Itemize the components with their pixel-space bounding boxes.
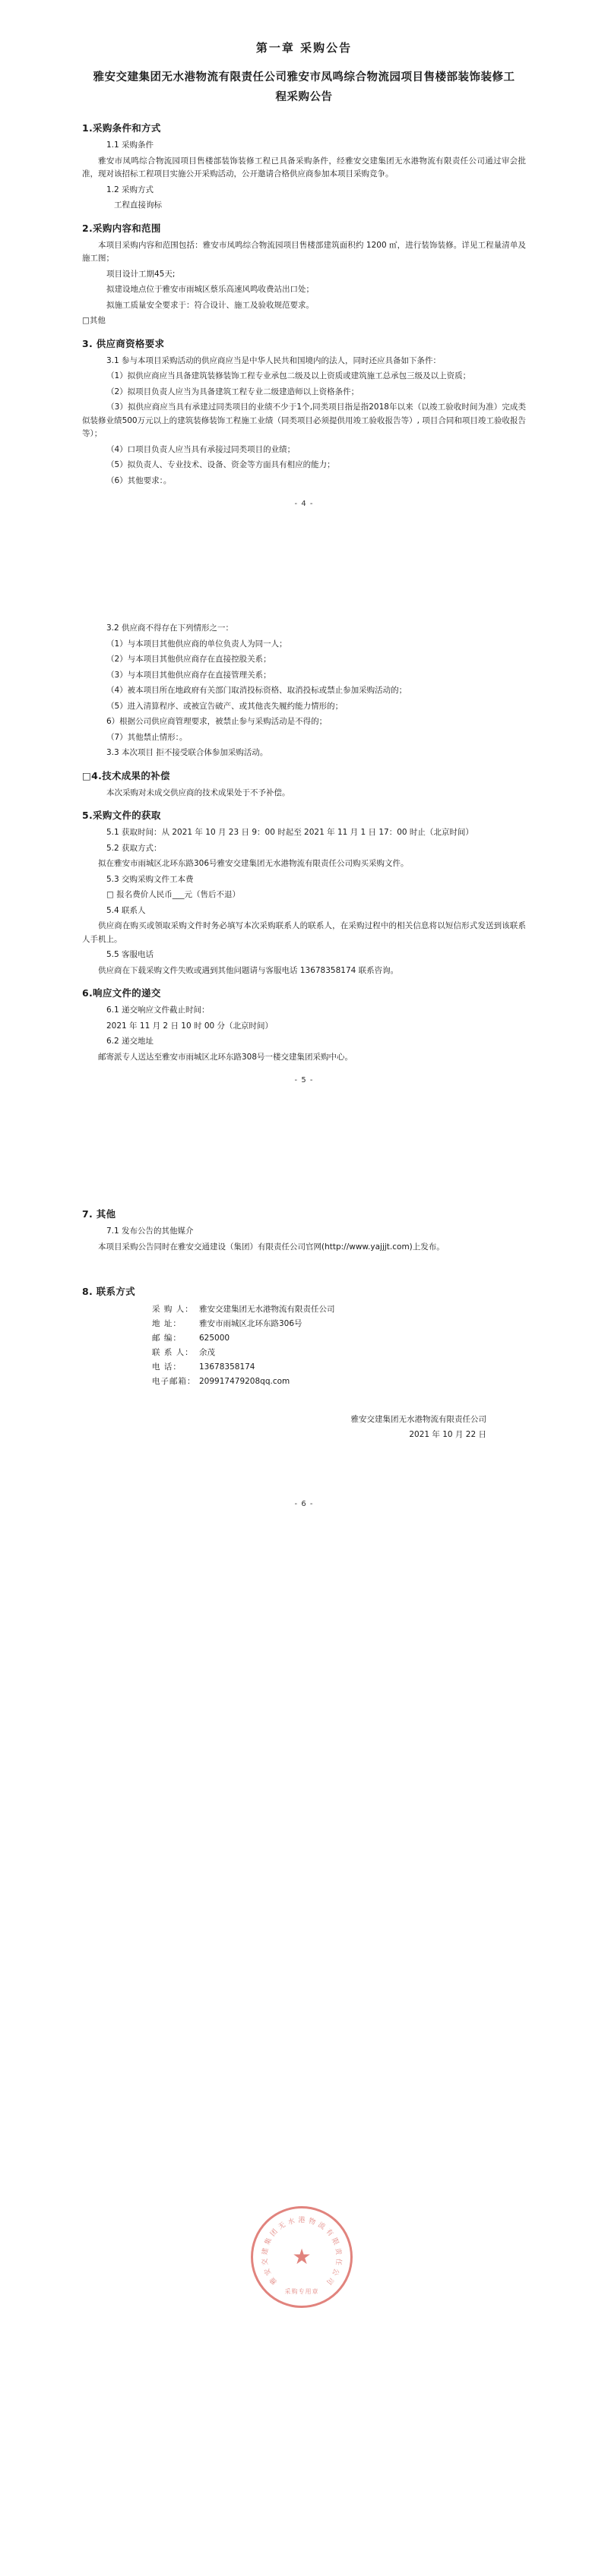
seal-char: 物: [307, 2217, 317, 2227]
section-heading-submission: 6.响应文件的递交: [82, 987, 161, 999]
text-line: 3.3 本次项目 拒不接受联合体参加采购活动。: [106, 748, 268, 757]
contact-row: [152, 1317, 526, 1331]
text-line: 本项目采购公告同时在雅安交通建设（集团）有限责任公司官网(http://www.yajjjt.com)上发布。: [98, 1242, 445, 1252]
contact-value: 雅安交建集团无水港物流有限责任公司: [199, 1305, 335, 1314]
text-line: （2）与本项目其他供应商存在直接控股关系；: [106, 655, 271, 664]
contact-value: 625000: [199, 1334, 230, 1343]
text-line: 5.4 联系人: [106, 905, 146, 915]
section-heading-supplier-qualification: 3. 供应商资格要求: [82, 337, 165, 349]
spacer: [82, 1442, 526, 1488]
contact-label: 联 系 人：: [152, 1348, 194, 1357]
contact-row: [152, 1360, 526, 1375]
text-line: 拟在雅安市雨城区北环东路306号雅安交建集团无水港物流有限责任公司购买采购文件。: [98, 859, 409, 868]
checkbox-other[interactable]: □其他: [82, 316, 106, 325]
company-seal-stamp: [251, 2206, 353, 2308]
seal-char: 流: [316, 2221, 327, 2232]
seal-char: 有: [324, 2227, 334, 2239]
contact-value: 13678358174: [199, 1362, 255, 1372]
seal-char: 公: [330, 2267, 340, 2277]
contact-label: 电子邮箱：: [152, 1377, 196, 1386]
star-icon: ★: [292, 2244, 312, 2269]
contact-value: 余茂: [199, 1348, 215, 1357]
text-line: 1.1 采购条件: [106, 140, 154, 150]
text-line: 6.2 递交地址: [106, 1037, 154, 1046]
text-line: （1）拟供应商应当具备建筑装修装饰工程专业承包二级及以上资质或建筑施工总承包三级及以上资质；: [106, 371, 471, 380]
page-title: 雅安交建集团无水港物流有限责任公司雅安市凤鸣综合物流园项目售楼部装饰装修工程采购公告: [93, 71, 515, 103]
text-line: 雅安市凤鸣综合物流园项目售楼部装饰装修工程已具备采购条件，经雅安交建集团无水港物流有限责任公司通过审会批准，现对该招标工程项目实施公开采购活动，公开邀请合格供应商参加本项目采购竞争。: [82, 156, 526, 178]
seal-bottom-text: 采购专用章: [284, 2288, 319, 2295]
seal-char: 雅: [268, 2275, 279, 2286]
seal-char: 交: [261, 2258, 270, 2266]
seal-char: 任: [334, 2258, 343, 2266]
text-line: 项目设计工期45天;: [106, 269, 176, 279]
seal-char: 水: [287, 2217, 296, 2227]
seal-char: 集: [264, 2237, 274, 2246]
contact-row: [152, 1346, 526, 1360]
text-line[interactable]: □ 报名费价人民币___元（售后不退）: [106, 890, 241, 899]
text-line: 拟施工质量安全要求于：符合设计、施工及验收规范要求。: [106, 300, 314, 310]
section-heading-contact: 8. 联系方式: [82, 1286, 135, 1297]
text-line: 供应商在购买或领取采购文件时务必填写本次采购联系人的联系人，在采购过程中的相关信息将以短信形式发送到该联系人手机上。: [82, 921, 526, 944]
text-line: 3.1 参与本项目采购活动的供应商应当是中华人民共和国境内的法人，同时还应具备如下条件：: [106, 355, 442, 365]
signature-company: 雅安交建集团无水港物流有限责任公司: [350, 1415, 486, 1424]
section-heading-procurement-conditions: 1.采购条件和方式: [82, 122, 161, 134]
text-line: （4）被本项目所在地政府有关部门取消投标资格、取消投标或禁止参加采购活动的；: [106, 686, 407, 695]
page-break-spacer: [82, 508, 526, 622]
section-heading-other: 7. 其他: [82, 1208, 116, 1220]
contact-row: [152, 1331, 526, 1346]
contact-value: 雅安市雨城区北环东路306号: [199, 1319, 302, 1328]
seal-char: 港: [298, 2217, 306, 2224]
text-line: 6.1 递交响应文件截止时间：: [106, 1005, 210, 1015]
text-line: 6）根据公司供应商管理要求，被禁止参与采购活动是不得的；: [106, 717, 328, 726]
page-number-4: - 4 -: [294, 500, 314, 508]
page-number-5: - 5 -: [294, 1076, 314, 1084]
text-line: （3）拟供应商应当具有承建过同类项目的业绩不少于1个,同类项目指是指2018年以来（以竣工验收时间为准）完成类似装修业绩500万元以上的建筑装修装饰工程施工业绩（同类项目必须提供用竣工验收报告等）, 项目合同和项目竣工验收报告等）；: [82, 402, 526, 438]
page-number-6: - 6 -: [294, 1500, 314, 1508]
contact-label: 电 话：: [152, 1362, 182, 1372]
text-line: 1.2 采购方式: [106, 185, 154, 194]
text-line: 供应商在下载采购文件失败或遇到其他问题请与客服电话 13678358174 联系咨询。: [98, 965, 399, 975]
text-line: 拟建设地点位于雅安市雨城区蔡乐高速风鸣收费站出口处；: [106, 285, 314, 294]
seal-char: 团: [269, 2227, 280, 2239]
seal-char: 无: [277, 2221, 287, 2232]
page-break-spacer: [82, 1084, 526, 1198]
contact-block: [152, 1302, 526, 1389]
contact-label: 采 购 人：: [152, 1305, 194, 1314]
text-line: 5.1 获取时间：从 2021 年 10 月 23 日 9：00 时起至 2021 年 11 月 1 日 17：00 时止（北京时间）: [106, 828, 473, 837]
contact-label: 邮 编：: [152, 1334, 182, 1343]
seal-char: 限: [330, 2237, 340, 2246]
text-line: 5.5 客服电话: [106, 950, 154, 959]
contact-row: [152, 1302, 526, 1317]
text-line: 7.1 发布公告的其他媒介: [106, 1226, 194, 1236]
text-line: （2）拟项目负责人应当为具备建筑工程专业二级建造师以上资格条件；: [106, 387, 359, 396]
contact-row: [152, 1375, 526, 1389]
text-line: 邮寄派专人送达至雅安市雨城区北环东路308号一楼交建集团采购中心。: [98, 1052, 353, 1062]
chapter-title: 第一章 采购公告: [255, 41, 353, 55]
text-line: （6）其他要求：。: [106, 475, 172, 485]
text-line: 3.2 供应商不得存在下列情形之一：: [106, 623, 234, 633]
signature-block: [82, 1412, 526, 1442]
text-line: （5）进入清算程序、或被宣告破产、或其他丧失履约能力情形的；: [106, 701, 344, 711]
text-line: 本次采购对未成交供应商的技术成果处于不予补偿。: [106, 788, 290, 797]
spacer: [82, 1256, 526, 1276]
contact-label: 地 址：: [152, 1319, 182, 1328]
text-line: （7）其他禁止情形：。: [106, 732, 188, 742]
text-line: （5）拟负责人、专业技术、设备、资金等方面具有相应的能力；: [106, 460, 335, 469]
section-heading-document-acquisition: 5.采购文件的获取: [82, 810, 161, 821]
section-heading-scope: 2.采购内容和范围: [82, 222, 161, 234]
contact-value: 209917479208qq.com: [199, 1377, 290, 1386]
seal-char: 建: [261, 2247, 271, 2256]
text-line: 本项目采购内容和范围包括：雅安市凤鸣综合物流园项目售楼部建筑面积约 1200 ㎡，进行装饰装修。详见工程量清单及施工图；: [82, 240, 526, 263]
seal-char: 安: [263, 2267, 274, 2277]
seal-char: 责: [333, 2247, 343, 2256]
text-line: （3）与本项目其他供应商存在直接管理关系；: [106, 670, 271, 680]
text-line: （4）口项目负责人应当具有承接过同类项目的业绩；: [106, 444, 296, 454]
text-line: 5.2 获取方式：: [106, 843, 162, 853]
signature-date: 2021 年 10 月 22 日: [409, 1430, 486, 1439]
text-line: 2021 年 11 月 2 日 10 时 00 分（北京时间）: [106, 1021, 274, 1031]
section-heading-technical-compensation: □4.技术成果的补偿: [82, 769, 170, 781]
seal-ring-text: [253, 2208, 350, 2306]
text-line: 工程直接询标: [114, 200, 162, 210]
text-line: （1）与本项目其他供应商的单位负责人为同一人；: [106, 639, 287, 649]
text-line: 5.3 交购采购文件工本费: [106, 874, 194, 884]
seal-char: 司: [325, 2275, 335, 2286]
